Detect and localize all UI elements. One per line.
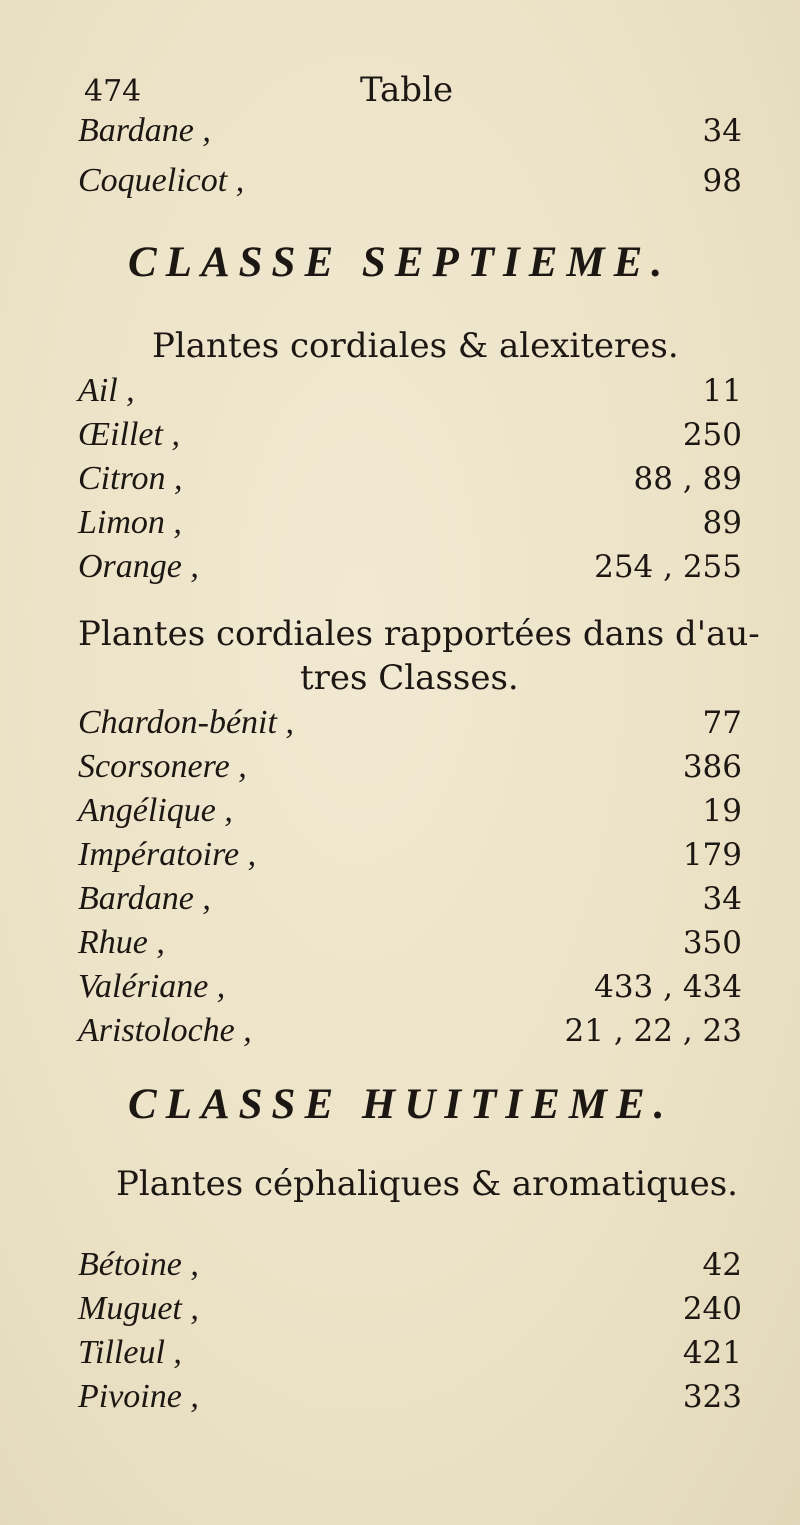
section-heading: Plantes cordiales rapportées dans d'au- xyxy=(78,614,760,654)
index-entry xyxy=(78,372,742,412)
entry-page-ref: 11 xyxy=(702,373,742,409)
class-heading-seventh: CLASSE SEPTIEME. xyxy=(128,239,672,286)
entry-name: Aristoloche , xyxy=(78,1012,252,1049)
entry-page-ref: 42 xyxy=(702,1247,742,1283)
index-entry xyxy=(78,792,742,832)
class-heading-eighth: CLASSE HUITIEME. xyxy=(128,1081,674,1128)
entry-name: Orange , xyxy=(78,548,199,585)
entry-name: Citron , xyxy=(78,460,183,497)
entry-name: Rhue , xyxy=(78,924,165,961)
entry-page-ref: 250 xyxy=(682,417,742,453)
index-entry xyxy=(78,416,742,456)
entry-name: Bardane , xyxy=(78,880,211,917)
entry-name: Limon , xyxy=(78,504,182,541)
entry-page-ref: 34 xyxy=(702,113,742,149)
entry-name: Coquelicot , xyxy=(78,162,245,199)
index-entry xyxy=(78,460,742,500)
entry-name: Muguet , xyxy=(78,1290,199,1327)
index-entry xyxy=(78,504,742,544)
index-entry xyxy=(78,1378,742,1418)
entry-page-ref: 421 xyxy=(682,1335,742,1371)
entry-page-ref: 34 xyxy=(702,881,742,917)
index-entry xyxy=(78,880,742,920)
entry-name: Chardon-bénit , xyxy=(78,704,294,741)
index-entry xyxy=(78,548,742,588)
entry-name: Impératoire , xyxy=(78,836,257,873)
index-entry xyxy=(78,1012,742,1052)
entry-page-ref: 433 , 434 xyxy=(594,969,742,1005)
page-number: 474 xyxy=(84,74,142,109)
entry-page-ref: 350 xyxy=(682,925,742,961)
index-entry xyxy=(78,836,742,876)
entry-name: Scorsonere , xyxy=(78,748,247,785)
entry-name: Bardane , xyxy=(78,112,211,149)
entry-name: Angélique , xyxy=(78,792,233,829)
entry-page-ref: 254 , 255 xyxy=(594,549,742,585)
index-entry xyxy=(78,704,742,744)
entry-name: Pivoine , xyxy=(78,1378,199,1415)
section-heading: Plantes céphaliques & aromatiques. xyxy=(116,1164,738,1204)
index-entry xyxy=(78,1246,742,1286)
running-title: Table xyxy=(360,70,454,110)
entry-name: Œillet , xyxy=(78,416,180,453)
entry-page-ref: 240 xyxy=(682,1291,742,1327)
entry-page-ref: 89 xyxy=(702,505,742,541)
entry-name: Valériane , xyxy=(78,968,226,1005)
entry-page-ref: 98 xyxy=(702,163,742,199)
entry-page-ref: 77 xyxy=(702,705,742,741)
index-entry xyxy=(78,112,742,152)
entry-page-ref: 179 xyxy=(682,837,742,873)
index-entry xyxy=(78,748,742,788)
section-heading: Plantes cordiales & alexiteres. xyxy=(152,326,679,366)
index-entry xyxy=(78,924,742,964)
entry-page-ref: 323 xyxy=(682,1379,742,1415)
index-entry xyxy=(78,1334,742,1374)
entry-page-ref: 88 , 89 xyxy=(633,461,742,497)
entry-page-ref: 19 xyxy=(702,793,742,829)
index-entry xyxy=(78,968,742,1008)
entry-page-ref: 386 xyxy=(682,749,742,785)
index-entry xyxy=(78,162,742,202)
entry-name: Tilleul , xyxy=(78,1334,182,1371)
index-entry xyxy=(78,1290,742,1330)
entry-name: Ail , xyxy=(78,372,135,409)
entry-page-ref: 21 , 22 , 23 xyxy=(564,1013,742,1049)
entry-name: Bétoine , xyxy=(78,1246,199,1283)
section-heading-continued: tres Classes. xyxy=(300,658,519,698)
